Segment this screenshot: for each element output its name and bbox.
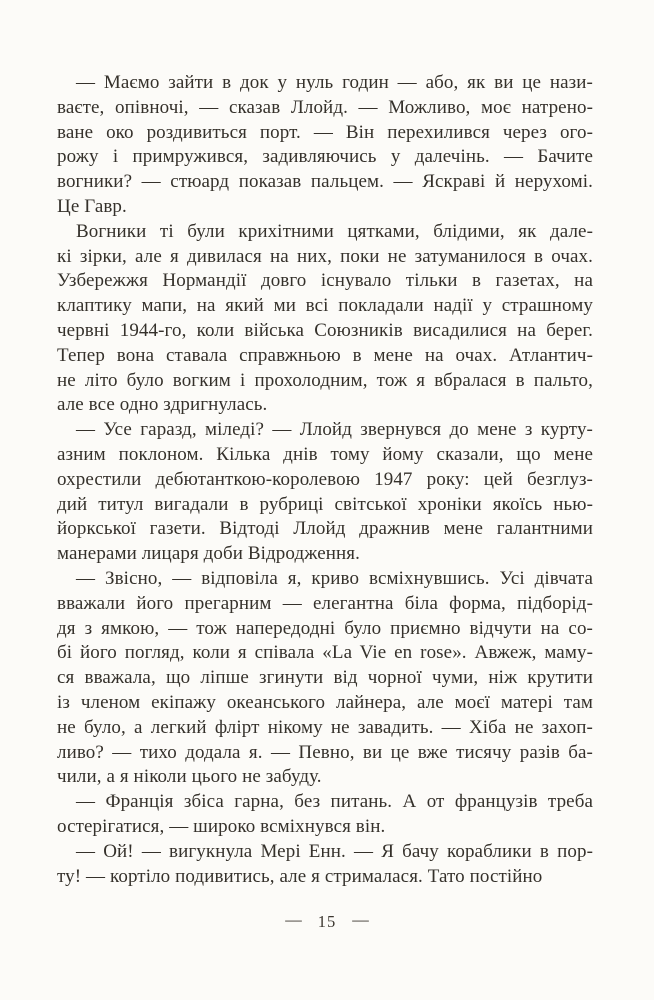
text-line: не літо було вогким і прохолодним, тож я вбралася в пальто, [57, 369, 593, 391]
paragraph [57, 418, 593, 567]
text-line: — Усе гаразд, міледі? — Ллойд звернувся до мене з курту- [76, 419, 593, 441]
text-line: ту! — кортіло подивитись, але я стрималася. Тато постійно [57, 865, 543, 887]
text-line: ся вважала, що ліпше згинути від чорної чуми, ніж крутити [57, 667, 593, 689]
footer-dash-right: — [352, 910, 369, 929]
text-line: дя з ямкою, — тож напередодні було приємно відчути на со- [57, 617, 593, 639]
text-line: Вогники ті були крихітними цятками, блідими, як дале- [76, 220, 593, 242]
text-line: не було, а легкий флірт нікому не завадить. — Хіба не захоп- [57, 716, 593, 738]
text-line: Це Гавр. [57, 195, 127, 217]
text-line: бі його погляд, коли я співала «La Vie en rose». Авжеж, маму- [57, 642, 593, 664]
paragraph [57, 790, 593, 840]
page-footer [0, 912, 654, 932]
text-line: кі зірки, але я дивилася на них, поки не затуманилося в очах. [57, 245, 593, 267]
text-line: вважали його прегарним — елегантна біла форма, підборід- [57, 592, 593, 614]
footer-dash-left: — [285, 910, 302, 929]
text-column [57, 71, 593, 889]
text-line: азним поклоном. Кілька днів тому йому сказали, що мене [57, 443, 593, 465]
text-line: — Маємо зайти в док у нуль годин — або, як ви це нази- [76, 72, 593, 93]
text-line: манерами лицаря доби Відродження. [57, 543, 360, 565]
text-line: — Франція збіса гарна, без питань. А от французів треба [76, 791, 593, 813]
text-line: — Ой! — вигукнула Мері Енн. — Я бачу кораблики в пор- [76, 840, 593, 862]
text-line: Узбережжя Нормандії довго існувало тільки в газетах, на [57, 270, 593, 292]
paragraph [57, 840, 593, 890]
text-line: — Звісно, — відповіла я, криво всміхнувшись. Усі дівчата [76, 567, 593, 589]
text-line: клаптику мапи, на який ми всі покладали надії у страшному [57, 295, 593, 317]
text-line: охрестили дебютанткою-королевою 1947 року: цей безглуз- [57, 468, 593, 490]
text-line: ливо? — тихо додала я. — Певно, ви це вже тисячу разів ба- [57, 741, 593, 763]
text-line: ване око роздивиться порт. — Він перехилився через ого- [57, 121, 593, 143]
paragraph [57, 567, 593, 790]
page-number: 15 [317, 912, 337, 931]
text-line: із членом екіпажу океанського лайнера, але моєї матері там [57, 691, 593, 713]
text-line: дий титул вигадали в рубриці світської хроніки якоїсь нью- [57, 493, 593, 515]
text-line: червні 1944-го, коли війська Союзників висадилися на берег. [57, 319, 593, 341]
text-line: Тепер вона ставала справжньою в мене на очах. Атлантич- [57, 344, 593, 366]
paragraph [57, 71, 593, 220]
text-line: остерігатися, — широко всміхнувся він. [57, 815, 386, 837]
text-line: чили, а я ніколи цього не забуду. [57, 766, 322, 788]
text-line: але все одно здригнулась. [57, 394, 268, 416]
text-line: рожу і примружився, задивляючись у далечінь. — Бачите [57, 146, 593, 168]
paragraph [57, 220, 593, 418]
text-line: йоркської газети. Відтоді Ллойд дражнив мене галантними [57, 518, 593, 540]
text-line: вогники? — стюард показав пальцем. — Яскраві й нерухомі. [57, 171, 593, 193]
text-line: ваєте, опівночі, — сказав Ллойд. — Можливо, моє натрено- [57, 96, 593, 118]
